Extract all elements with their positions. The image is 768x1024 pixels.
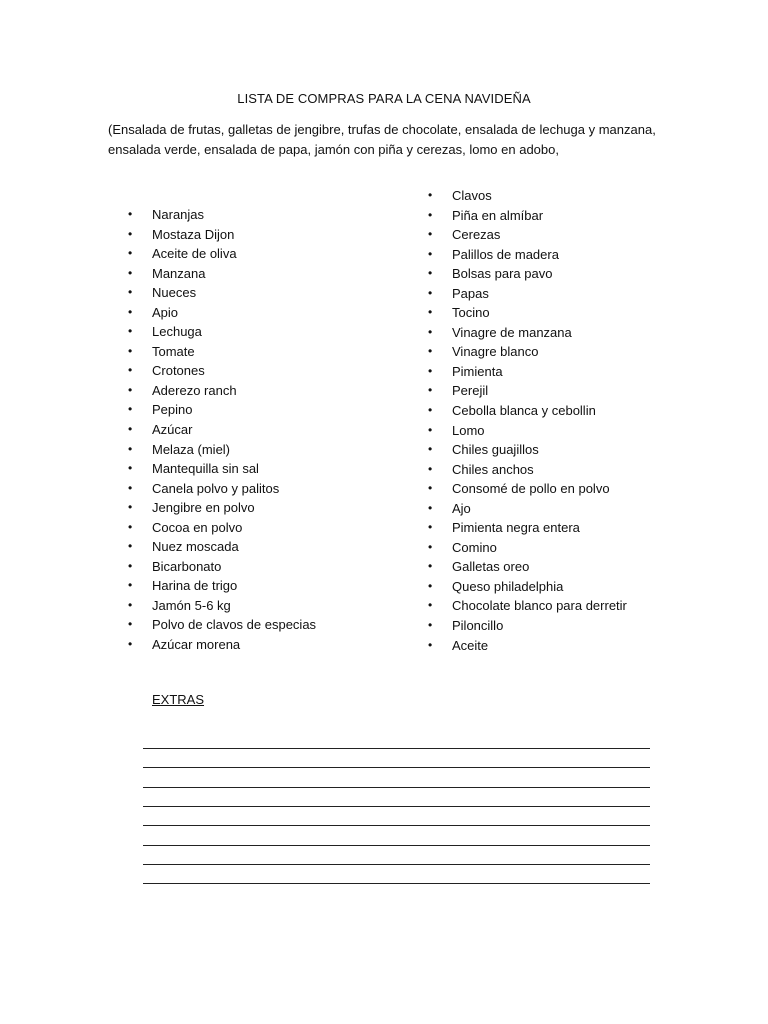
list-item-label: Apio: [152, 304, 179, 320]
list-item-label: Aderezo ranch: [152, 382, 237, 398]
list-item: [428, 245, 627, 265]
list-item-label: Mantequilla sin sal: [152, 461, 259, 477]
list-item-label: Lechuga: [152, 324, 202, 340]
list-item-label: Melaza (miel): [152, 441, 231, 457]
bullet-icon: •: [428, 188, 433, 202]
list-item: [428, 616, 627, 636]
list-item: [428, 264, 627, 284]
list-item-label: Papas: [452, 285, 489, 301]
list-item-label: Azúcar: [152, 422, 193, 438]
list-item-label: Naranjas: [152, 207, 205, 222]
list-item: [128, 342, 316, 362]
bullet-icon: •: [428, 520, 433, 535]
bullet-icon: •: [428, 637, 433, 652]
bullet-icon: •: [428, 559, 433, 574]
list-item: [428, 206, 627, 226]
list-item-label: Consomé de pollo en polvo: [452, 481, 610, 497]
bullet-icon: •: [428, 481, 433, 496]
list-item-label: Pepino: [152, 402, 193, 418]
list-item: [428, 636, 627, 656]
bullet-icon: •: [128, 207, 133, 221]
bullet-icon: •: [428, 442, 433, 457]
bullet-icon: •: [428, 422, 433, 437]
list-item: [128, 459, 316, 479]
list-item: [128, 361, 316, 381]
list-item: [128, 615, 316, 635]
bullet-icon: •: [428, 305, 433, 320]
list-item-label: Palillos de madera: [452, 246, 559, 262]
bullet-icon: •: [128, 246, 133, 261]
list-item: [128, 264, 316, 284]
list-item: [428, 499, 627, 519]
list-item-label: Perejil: [452, 383, 489, 399]
blank-write-line: [143, 767, 650, 768]
blank-write-line: [143, 825, 650, 826]
bullet-icon: •: [428, 539, 433, 554]
bullet-icon: •: [128, 539, 133, 554]
bullet-icon: •: [428, 363, 433, 378]
bullet-icon: •: [428, 618, 433, 633]
list-item-label: Ajo: [452, 500, 471, 516]
list-item-label: Harina de trigo: [152, 578, 238, 594]
shopping-list-left: [128, 205, 316, 655]
blank-write-line: [143, 883, 650, 884]
list-item: [128, 205, 316, 225]
list-item-label: Canela polvo y palitos: [152, 480, 280, 496]
bullet-icon: •: [128, 441, 133, 456]
bullet-icon: •: [128, 363, 133, 378]
list-item-label: Polvo de clavos de especias: [152, 617, 317, 633]
list-item: [428, 421, 627, 441]
list-item: [428, 440, 627, 460]
list-item: [128, 322, 316, 342]
bullet-icon: •: [128, 343, 133, 358]
intro-paragraph: [108, 120, 668, 160]
bullet-icon: •: [128, 226, 133, 241]
list-item-label: Vinagre de manzana: [452, 324, 572, 340]
list-item: [128, 635, 316, 655]
list-item: [128, 440, 316, 460]
bullet-icon: •: [428, 324, 433, 339]
list-item: [428, 518, 627, 538]
bullet-icon: •: [128, 500, 133, 515]
intro-line: (Ensalada de frutas, galletas de jengibre, trufas de chocolate, ensalada de lechuga y manzana,: [108, 122, 656, 137]
list-item-label: Cerezas: [452, 227, 501, 243]
list-item-label: Manzana: [152, 265, 206, 281]
list-item: [428, 596, 627, 616]
list-item-label: Tomate: [152, 343, 195, 359]
list-item-label: Pimienta: [452, 363, 503, 379]
bullet-icon: •: [428, 461, 433, 476]
list-item-label: Cocoa en polvo: [152, 519, 243, 535]
list-item: [428, 577, 627, 597]
bullet-icon: •: [128, 519, 133, 534]
blank-write-line: [143, 806, 650, 807]
bullet-icon: •: [428, 227, 433, 242]
list-item-label: Piloncillo: [452, 618, 504, 634]
bullet-icon: •: [128, 285, 133, 300]
list-item-label: Piña en almíbar: [452, 207, 544, 223]
bullet-icon: •: [128, 617, 133, 632]
blank-write-line: [143, 845, 650, 846]
list-item: [128, 479, 316, 499]
bullet-icon: •: [128, 637, 133, 652]
list-item: [128, 225, 316, 245]
list-item: [428, 460, 627, 480]
list-item: [428, 186, 627, 206]
bullet-icon: •: [428, 246, 433, 261]
bullet-icon: •: [128, 578, 133, 593]
list-item-label: Bolsas para pavo: [452, 266, 553, 282]
list-item: [128, 381, 316, 401]
bullet-icon: •: [128, 324, 133, 339]
bullet-icon: •: [428, 207, 433, 222]
list-item-label: Jamón 5-6 kg: [152, 597, 231, 613]
list-item: [428, 538, 627, 558]
blank-write-line: [143, 864, 650, 865]
list-item-label: Chiles anchos: [452, 461, 534, 477]
list-item: [128, 498, 316, 518]
list-item: [128, 420, 316, 440]
list-item-label: Chocolate blanco para derretir: [452, 598, 627, 614]
list-item-label: Nuez moscada: [152, 539, 239, 555]
bullet-icon: •: [428, 598, 433, 613]
list-item-label: Mostaza Dijon: [152, 226, 235, 242]
intro-line: ensalada verde, ensalada de papa, jamón con piña y cerezas, lomo en adobo,: [108, 142, 559, 157]
list-item: [128, 283, 316, 303]
list-item: [428, 342, 627, 362]
list-item-label: Tocino: [452, 305, 490, 321]
list-item-label: Queso philadelphia: [452, 578, 564, 594]
list-item-label: Clavos: [452, 188, 492, 203]
list-item-label: Pimienta negra entera: [452, 520, 580, 536]
list-item-label: Aceite de oliva: [152, 246, 237, 262]
list-item-label: Nueces: [152, 285, 197, 301]
bullet-icon: •: [128, 304, 133, 319]
list-item-label: Vinagre blanco: [452, 344, 539, 360]
bullet-icon: •: [428, 578, 433, 593]
bullet-icon: •: [128, 422, 133, 437]
bullet-icon: •: [128, 597, 133, 612]
list-item: [428, 557, 627, 577]
blank-write-line: [143, 748, 650, 749]
list-item: [428, 479, 627, 499]
bullet-icon: •: [128, 382, 133, 397]
list-item: [428, 284, 627, 304]
list-item-label: Lomo: [452, 422, 485, 438]
list-item-label: Bicarbonato: [152, 558, 222, 574]
list-item: [128, 400, 316, 420]
list-item-label: Jengibre en polvo: [152, 500, 255, 516]
bullet-icon: •: [128, 402, 133, 417]
list-item: [128, 596, 316, 616]
bullet-icon: •: [128, 461, 133, 476]
bullet-icon: •: [128, 265, 133, 280]
list-item: [428, 362, 627, 382]
list-item: [128, 576, 316, 596]
list-item: [128, 244, 316, 264]
blank-write-line: [143, 787, 650, 788]
bullet-icon: •: [428, 500, 433, 515]
list-item: [428, 323, 627, 343]
list-item: [128, 518, 316, 538]
list-item: [428, 401, 627, 421]
list-item: [128, 537, 316, 557]
bullet-icon: •: [428, 383, 433, 398]
list-item: [428, 225, 627, 245]
list-item-label: Comino: [452, 539, 497, 555]
bullet-icon: •: [428, 285, 433, 300]
bullet-icon: •: [428, 266, 433, 281]
list-item: [428, 303, 627, 323]
list-item-label: Aceite: [452, 637, 489, 653]
bullet-icon: •: [128, 558, 133, 573]
list-item: [128, 557, 316, 577]
list-item: [128, 303, 316, 323]
list-item-label: Galletas oreo: [452, 559, 530, 575]
shopping-list-right: [428, 186, 627, 655]
bullet-icon: •: [428, 344, 433, 359]
bullet-icon: •: [428, 403, 433, 418]
bullet-icon: •: [128, 480, 133, 495]
list-item-label: Cebolla blanca y cebollin: [452, 403, 596, 419]
list-item-label: Chiles guajillos: [452, 442, 539, 458]
extras-heading: EXTRAS: [152, 692, 205, 707]
list-item-label: Crotones: [152, 363, 205, 379]
list-item-label: Azúcar morena: [152, 637, 241, 653]
document-title: LISTA DE COMPRAS PARA LA CENA NAVIDEÑA: [237, 91, 531, 106]
list-item: [428, 381, 627, 401]
